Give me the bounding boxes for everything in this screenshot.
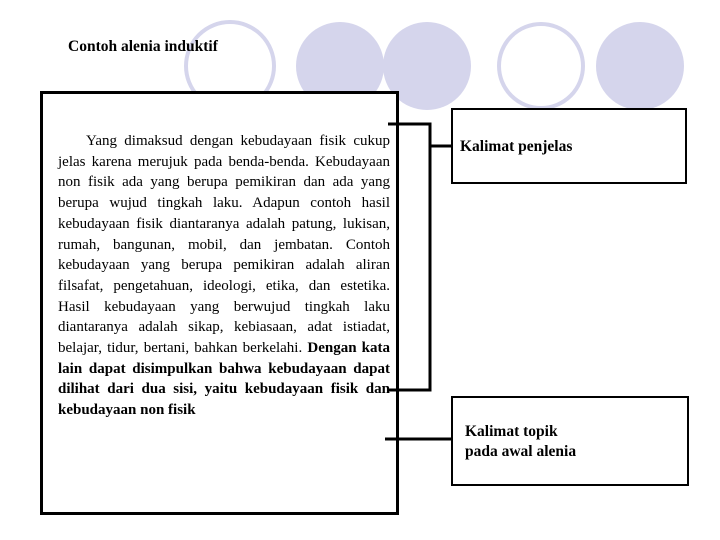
supporting-sentence-label-text: Kalimat penjelas: [460, 138, 573, 155]
slide-title: Contoh alenia induktif: [68, 38, 218, 55]
topic-sentence-label-line1: Kalimat topik: [465, 423, 558, 440]
supporting-sentence-label: [451, 108, 687, 184]
topic-sentence-label-line2: pada awal alenia: [465, 443, 577, 460]
paragraph-topic-sentence: Dengan kata lain dapat disimpulkan bahwa kebudayaan dapat dilihat dari dua sisi, yaitu kebudayaan fisik dan kebudayaan non fisik: [58, 340, 391, 419]
topic-sentence-label: [451, 396, 689, 486]
supporting-bracket: [388, 124, 430, 390]
paragraph-supporting-sentences: Yang dimaksud dengan kebudayaan fisik cukup jelas karena merujuk pada benda-benda. Kebudayaan non fisik ada yang berupa pemikiran dan ada yang berupa wujud tingkah laku. Adapun contoh hasil kebudayaan fisik diantaranya adalah patung, lukisan, rumah, bangunan, mobil, dan jembatan. Contoh kebudayaan yang berupa pemikiran adalah aliran filsafat, pengetahuan, ideologi, etika, dan estetika. Hasil kebudayaan yang berwujud tingkah laku diantaranya adalah sikap, kebiasaan, adat istiadat, belajar, tidur, bertani, bahkan berkelahi.: [58, 133, 390, 357]
